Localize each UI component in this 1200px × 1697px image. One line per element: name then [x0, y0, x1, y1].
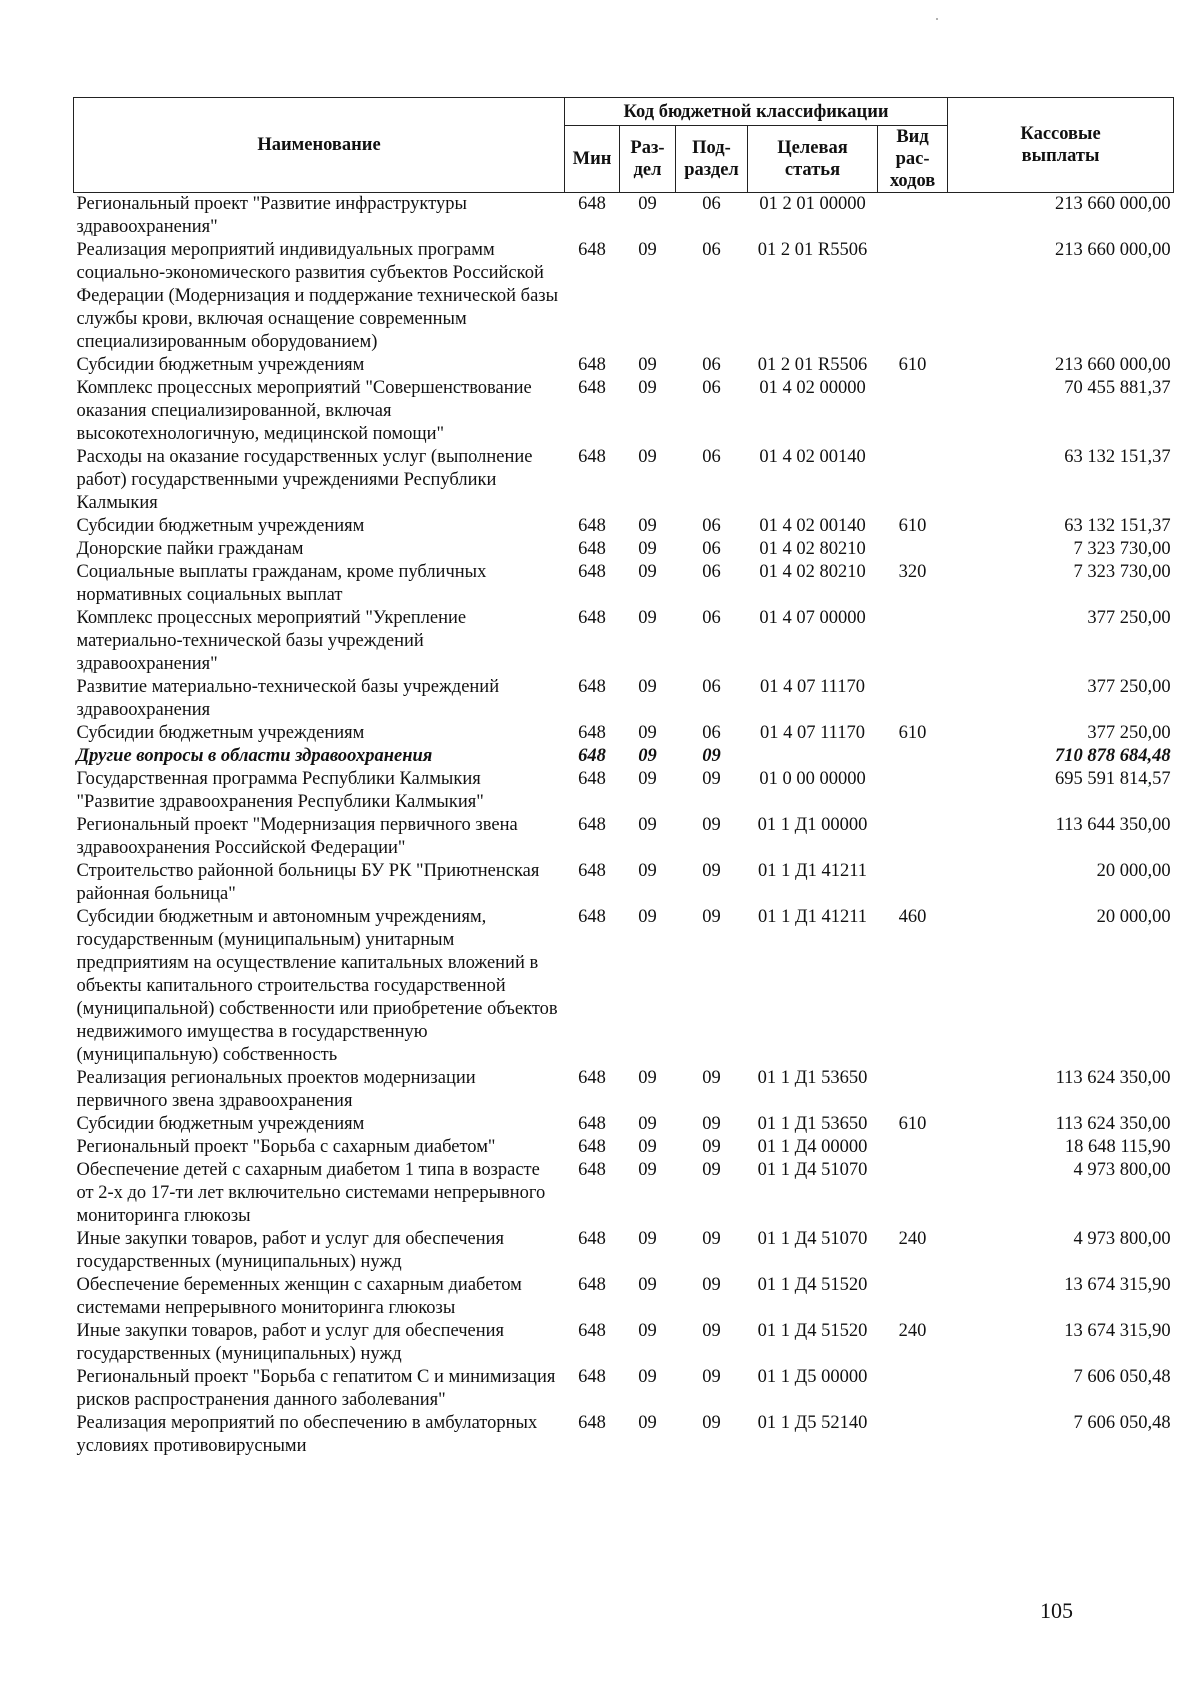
cell-min: 648 [578, 723, 606, 743]
header-min: Мин [565, 126, 620, 193]
table-row [74, 446, 1174, 515]
cell-amount: 113 644 350,00 [1055, 815, 1171, 835]
table-row [74, 193, 1174, 240]
cell-name: Субсидии бюджетным учреждениям [76, 516, 365, 536]
cell-pr: 06 [702, 723, 721, 743]
cell-vr [878, 538, 948, 561]
table-row [74, 1136, 1174, 1159]
header-amount: Кассовые выплаты [948, 98, 1174, 193]
cell-cs: 01 1 Д4 51520 [757, 1275, 868, 1295]
header-vid: Вид рас- ходов [878, 126, 948, 193]
cell-rz: 09 [638, 746, 657, 766]
cell-name: Иные закупки товаров, работ и услуг для обеспечения государственных (муниципальных) нужд [76, 1229, 505, 1272]
cell-vr: 240 [898, 1321, 927, 1341]
cell-min: 648 [578, 1114, 606, 1134]
table-row [74, 239, 1174, 354]
cell-min: 648 [578, 516, 606, 536]
table-row [74, 1067, 1174, 1113]
cell-name: Реализация мероприятий индивидуальных программ социально-экономического развития субъектов Российской Федерации (Модернизация и поддержание технической базы службы крови, включая оснащение современным специализированным оборудованием) [76, 240, 559, 352]
table-row [74, 906, 1174, 1067]
cell-name: Региональный проект "Борьба с сахарным диабетом" [76, 1137, 496, 1157]
cell-pr: 06 [702, 539, 721, 559]
cell-pr: 06 [702, 194, 721, 214]
cell-pr: 09 [702, 1275, 721, 1295]
cell-cs: 01 2 01 R5506 [757, 355, 868, 375]
table-row [74, 1159, 1174, 1228]
cell-rz: 09 [638, 1137, 657, 1157]
cell-rz: 09 [638, 1275, 657, 1295]
cell-cs: 01 1 Д5 52140 [757, 1413, 868, 1433]
table-body [74, 193, 1174, 1459]
cell-min: 648 [578, 608, 606, 628]
cell-pr: 09 [702, 1114, 721, 1134]
table-row [74, 1320, 1174, 1366]
cell-min: 648 [578, 194, 606, 214]
cell-name: Субсидии бюджетным учреждениям [76, 723, 365, 743]
cell-name: Комплекс процессных мероприятий "Совершенствование оказания специализированной, включая высокотехнологичную, медицинской помощи" [76, 378, 532, 444]
table-row [74, 860, 1174, 906]
cell-amount: 63 132 151,37 [1064, 447, 1171, 467]
cell-cs: 01 1 Д1 41211 [757, 907, 868, 927]
table-row [74, 515, 1174, 538]
cell-vr [878, 607, 948, 676]
cell-min: 648 [578, 1275, 606, 1295]
table-row [74, 1274, 1174, 1320]
cell-vr [878, 1136, 948, 1159]
cell-pr: 06 [702, 562, 721, 582]
header-podrazdel: Под- раздел [676, 126, 748, 193]
cell-cs [748, 745, 878, 768]
cell-rz: 09 [638, 907, 657, 927]
table-row [74, 1412, 1174, 1458]
table-row [74, 354, 1174, 377]
cell-cs: 01 2 01 R5506 [757, 240, 868, 260]
table-row [74, 377, 1174, 446]
cell-amount: 13 674 315,90 [1064, 1321, 1171, 1341]
cell-vr: 320 [898, 562, 927, 582]
table-row [74, 538, 1174, 561]
cell-min: 648 [578, 746, 606, 766]
cell-name: Развитие материально-технической базы учреждений здравоохранения [76, 677, 500, 720]
cell-vr: 610 [898, 723, 927, 743]
cell-vr [878, 239, 948, 354]
cell-vr [878, 1159, 948, 1228]
cell-name: Региональный проект "Развитие инфраструктуры здравоохранения" [76, 194, 467, 237]
cell-cs: 01 1 Д4 51520 [757, 1321, 868, 1341]
cell-rz: 09 [638, 1114, 657, 1134]
cell-rz: 09 [638, 447, 657, 467]
cell-vr [878, 768, 948, 814]
cell-name: Реализация региональных проектов модернизации первичного звена здравоохранения [76, 1068, 476, 1111]
cell-amount: 7 606 050,48 [1073, 1367, 1171, 1387]
cell-cs: 01 1 Д4 51070 [757, 1160, 868, 1180]
cell-pr: 06 [702, 677, 721, 697]
cell-vr [878, 1412, 948, 1458]
cell-rz: 09 [638, 1068, 657, 1088]
cell-name: Региональный проект "Борьба с гепатитом С и минимизация рисков распространения данного заболевания" [76, 1367, 556, 1410]
cell-amount: 213 660 000,00 [1054, 355, 1171, 375]
cell-min: 648 [578, 1068, 606, 1088]
cell-min: 648 [578, 562, 606, 582]
cell-pr: 09 [702, 1321, 721, 1341]
cell-amount: 18 648 115,90 [1064, 1137, 1171, 1157]
cell-cs: 01 1 Д1 41211 [757, 861, 868, 881]
cell-min: 648 [578, 1367, 606, 1387]
cell-rz: 09 [638, 355, 657, 375]
cell-rz: 09 [638, 240, 657, 260]
cell-amount: 7 606 050,48 [1073, 1413, 1171, 1433]
cell-pr: 09 [702, 1229, 721, 1249]
cell-name: Обеспечение беременных женщин с сахарным диабетом системами непрерывного мониторинга глюкозы [76, 1275, 522, 1318]
cell-vr [878, 1067, 948, 1113]
header-razdel: Раз- дел [620, 126, 676, 193]
cell-cs: 01 4 07 11170 [759, 677, 865, 697]
cell-vr: 610 [898, 355, 927, 375]
cell-pr: 06 [702, 516, 721, 536]
table-row [74, 607, 1174, 676]
table-row [74, 722, 1174, 745]
cell-cs: 01 4 02 00140 [759, 447, 866, 467]
cell-cs: 01 1 Д1 00000 [757, 815, 868, 835]
cell-rz: 09 [638, 723, 657, 743]
cell-vr [878, 377, 948, 446]
cell-name: Расходы на оказание государственных услуг (выполнение работ) государственными учреждениями Республики Калмыкия [76, 447, 533, 513]
cell-cs: 01 1 Д5 00000 [757, 1367, 868, 1387]
cell-cs: 01 1 Д4 51070 [757, 1229, 868, 1249]
scan-speck [936, 18, 938, 20]
cell-min: 648 [578, 539, 606, 559]
cell-cs: 01 4 07 11170 [759, 723, 865, 743]
cell-rz: 09 [638, 1367, 657, 1387]
cell-name: Комплекс процессных мероприятий "Укрепление материально-технической базы учреждений здравоохранения" [76, 608, 467, 674]
cell-min: 648 [578, 447, 606, 467]
cell-amount: 7 323 730,00 [1073, 539, 1171, 559]
cell-cs: 01 4 02 00140 [759, 516, 866, 536]
cell-cs: 01 4 02 80210 [759, 539, 866, 559]
cell-pr: 09 [702, 746, 721, 766]
cell-pr: 09 [702, 1137, 721, 1157]
cell-rz: 09 [638, 378, 657, 398]
table-row [74, 676, 1174, 722]
header-name: Наименование [74, 98, 565, 193]
cell-vr [878, 1366, 948, 1412]
cell-rz: 09 [638, 815, 657, 835]
cell-amount: 20 000,00 [1096, 861, 1171, 881]
cell-min: 648 [578, 769, 606, 789]
table-header [74, 98, 1174, 193]
cell-amount: 20 000,00 [1096, 907, 1171, 927]
cell-rz: 09 [638, 539, 657, 559]
cell-min: 648 [578, 1160, 606, 1180]
header-celevaya: Целевая статья [748, 126, 878, 193]
cell-pr: 06 [702, 355, 721, 375]
cell-name: Региональный проект "Модернизация первичного звена здравоохранения Российской Федерации" [76, 815, 518, 858]
cell-cs: 01 1 Д1 53650 [757, 1068, 868, 1088]
cell-rz: 09 [638, 608, 657, 628]
cell-vr [878, 446, 948, 515]
cell-name: Субсидии бюджетным учреждениям [76, 355, 365, 375]
cell-name: Иные закупки товаров, работ и услуг для обеспечения государственных (муниципальных) нужд [76, 1321, 505, 1364]
cell-rz: 09 [638, 769, 657, 789]
cell-cs: 01 4 02 80210 [759, 562, 866, 582]
page-number: 105 [1040, 1598, 1073, 1623]
cell-amount: 377 250,00 [1087, 723, 1171, 743]
cell-pr: 09 [702, 769, 721, 789]
cell-amount: 695 591 814,57 [1054, 769, 1171, 789]
cell-min: 648 [578, 1229, 606, 1249]
cell-amount: 377 250,00 [1087, 608, 1171, 628]
cell-amount: 710 878 684,48 [1054, 746, 1171, 766]
cell-pr: 09 [702, 861, 721, 881]
cell-cs: 01 0 00 00000 [759, 769, 866, 789]
cell-name: Субсидии бюджетным учреждениям [76, 1114, 365, 1134]
cell-rz: 09 [638, 1321, 657, 1341]
cell-cs: 01 1 Д1 53650 [757, 1114, 868, 1134]
cell-amount: 213 660 000,00 [1054, 240, 1171, 260]
table-row [74, 745, 1174, 768]
cell-pr: 09 [702, 815, 721, 835]
cell-name: Социальные выплаты гражданам, кроме публичных нормативных социальных выплат [76, 562, 487, 605]
cell-pr: 09 [702, 1068, 721, 1088]
cell-pr: 06 [702, 447, 721, 467]
cell-amount: 4 973 800,00 [1073, 1160, 1171, 1180]
cell-min: 648 [578, 815, 606, 835]
cell-vr [878, 745, 948, 768]
cell-min: 648 [578, 1321, 606, 1341]
cell-rz: 09 [638, 677, 657, 697]
cell-cs: 01 2 01 00000 [759, 194, 866, 214]
cell-vr [878, 193, 948, 240]
cell-vr: 240 [898, 1229, 927, 1249]
cell-vr: 610 [898, 516, 927, 536]
table-row [74, 561, 1174, 607]
cell-pr: 06 [702, 240, 721, 260]
table-row [74, 1113, 1174, 1136]
cell-vr [878, 676, 948, 722]
cell-rz: 09 [638, 562, 657, 582]
cell-name: Субсидии бюджетным и автономным учреждениям, государственным (муниципальным) унитарным предприятиям на осуществление капитальных вложений в объекты капитального строительства государственной (муниципальной) собственности или приобретение объектов недвижимого имущества в государственную (муниципальную) собственность [76, 907, 558, 1065]
cell-pr: 09 [702, 1367, 721, 1387]
cell-rz: 09 [638, 1160, 657, 1180]
cell-rz: 09 [638, 194, 657, 214]
cell-amount: 113 624 350,00 [1055, 1068, 1171, 1088]
cell-amount: 70 455 881,37 [1064, 378, 1171, 398]
cell-vr [878, 1274, 948, 1320]
budget-table [73, 97, 1174, 1458]
cell-vr: 460 [898, 907, 927, 927]
cell-amount: 7 323 730,00 [1073, 562, 1171, 582]
cell-name: Реализация мероприятий по обеспечению в амбулаторных условиях противовирусными [76, 1413, 538, 1456]
cell-pr: 06 [702, 378, 721, 398]
cell-rz: 09 [638, 516, 657, 536]
table-row [74, 1228, 1174, 1274]
cell-min: 648 [578, 677, 606, 697]
cell-amount: 13 674 315,90 [1064, 1275, 1171, 1295]
cell-min: 648 [578, 907, 606, 927]
cell-amount: 4 973 800,00 [1073, 1229, 1171, 1249]
cell-name: Строительство районной больницы БУ РК "Приютненская районная больница" [76, 861, 540, 904]
cell-name: Донорские пайки гражданам [76, 539, 304, 559]
cell-amount: 113 624 350,00 [1055, 1114, 1171, 1134]
cell-vr [878, 860, 948, 906]
cell-pr: 09 [702, 1160, 721, 1180]
table-row [74, 1366, 1174, 1412]
cell-min: 648 [578, 1137, 606, 1157]
cell-name: Другие вопросы в области здравоохранения [76, 746, 433, 766]
table-row [74, 768, 1174, 814]
cell-pr: 09 [702, 1413, 721, 1433]
table-row [74, 814, 1174, 860]
cell-cs: 01 4 02 00000 [759, 378, 866, 398]
cell-min: 648 [578, 1413, 606, 1433]
cell-amount: 377 250,00 [1087, 677, 1171, 697]
cell-min: 648 [578, 378, 606, 398]
cell-vr [878, 814, 948, 860]
cell-pr: 06 [702, 608, 721, 628]
cell-rz: 09 [638, 1229, 657, 1249]
cell-vr: 610 [898, 1114, 927, 1134]
cell-pr: 09 [702, 907, 721, 927]
cell-name: Государственная программа Республики Калмыкия "Развитие здравоохранения Республики Калмыкия" [76, 769, 484, 812]
cell-rz: 09 [638, 1413, 657, 1433]
cell-name: Обеспечение детей с сахарным диабетом 1 типа в возрасте от 2-х до 17-ти лет включительно системами непрерывного мониторинга глюкозы [76, 1160, 546, 1226]
cell-amount: 213 660 000,00 [1054, 194, 1171, 214]
cell-rz: 09 [638, 861, 657, 881]
cell-cs: 01 1 Д4 00000 [757, 1137, 868, 1157]
cell-min: 648 [578, 355, 606, 375]
cell-cs: 01 4 07 00000 [759, 608, 866, 628]
cell-min: 648 [578, 861, 606, 881]
cell-min: 648 [578, 240, 606, 260]
cell-amount: 63 132 151,37 [1064, 516, 1171, 536]
header-code-group: Код бюджетной классификации [565, 98, 948, 126]
